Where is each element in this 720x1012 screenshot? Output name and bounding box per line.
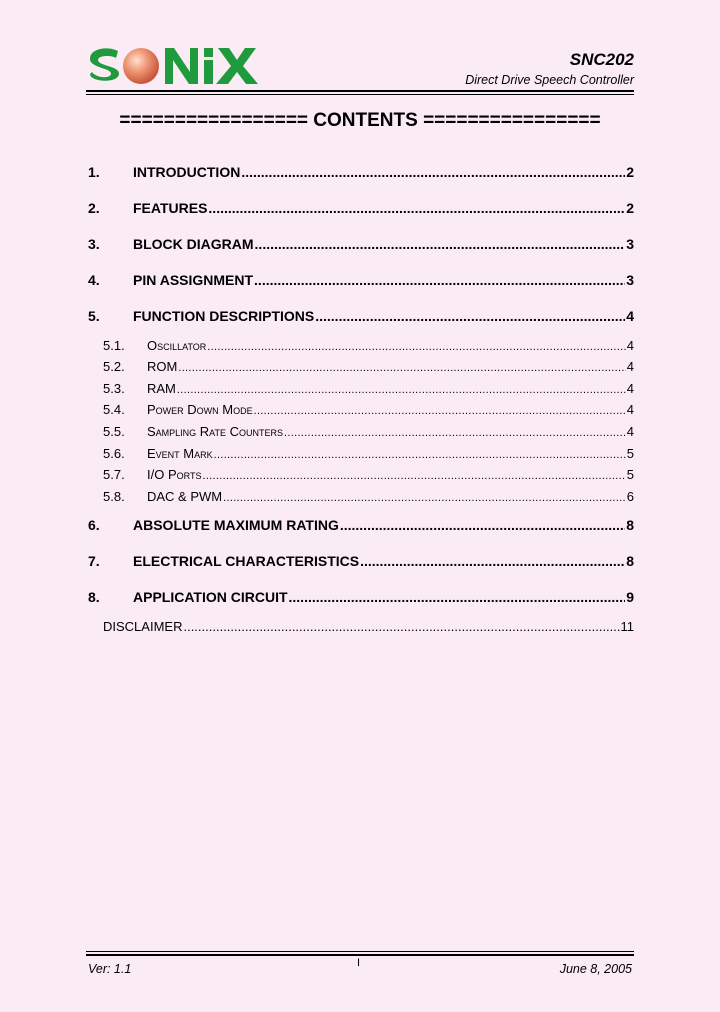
toc-entry-label: Sampling Rate Counters: [147, 424, 284, 439]
toc-entry-number: 5.6.: [103, 446, 125, 461]
header-subtitle: Direct Drive Speech Controller: [465, 73, 634, 87]
toc-dot-leader: [207, 341, 625, 353]
toc-entry[interactable]: [86, 402, 634, 417]
toc-dot-leader: [284, 427, 626, 439]
sonix-logo: [86, 44, 264, 86]
toc-entry-page: 3: [626, 272, 634, 288]
toc-entry-number: 8.: [88, 589, 100, 605]
toc-entry-label: INTRODUCTION: [133, 164, 241, 180]
toc-dot-leader: [183, 619, 619, 634]
toc-dot-leader: [202, 470, 625, 482]
toc-entry-number: 5.7.: [103, 467, 125, 482]
toc-dot-leader: [178, 362, 625, 374]
toc-entry[interactable]: [86, 236, 634, 252]
toc-entry-number: 6.: [88, 517, 100, 533]
toc-entry[interactable]: [86, 164, 634, 180]
toc-entry-label: PIN ASSIGNMENT: [133, 272, 254, 288]
toc-dot-leader: [254, 405, 626, 417]
toc-entry-number: 7.: [88, 553, 100, 569]
toc-dot-leader: [255, 236, 626, 252]
toc-entry-label: ABSOLUTE MAXIMUM RATING: [133, 517, 339, 533]
toc-entry[interactable]: [86, 589, 634, 605]
toc-entry-number: 5.2.: [103, 359, 125, 374]
toc-entry-page: 11: [620, 619, 634, 634]
toc-entry-label: FEATURES: [133, 200, 208, 216]
toc-entry-page: 4: [626, 338, 634, 353]
toc-entry-label: Power Down Mode: [147, 402, 253, 417]
toc-entry[interactable]: [86, 308, 634, 324]
header-rule: [86, 90, 634, 92]
toc-entry-page: 3: [626, 236, 634, 252]
toc-entry[interactable]: [86, 619, 634, 634]
toc-entry-label: FUNCTION DESCRIPTIONS: [133, 308, 315, 324]
toc-dot-leader: [315, 308, 625, 324]
toc-dot-leader: [177, 384, 626, 396]
toc-entry-label: DISCLAIMER: [103, 619, 183, 634]
toc-entry[interactable]: [86, 200, 634, 216]
toc-entry-label: Oscillator: [147, 338, 207, 353]
toc-entry-page: 2: [626, 200, 634, 216]
toc-entry-number: 3.: [88, 236, 100, 252]
toc-dot-leader: [214, 449, 626, 461]
footer-date: June 8, 2005: [559, 962, 632, 976]
toc-dot-leader: [223, 492, 626, 504]
toc-entry-page: 8: [626, 517, 634, 533]
contents-title: ================= CONTENTS ================: [119, 110, 601, 131]
toc-entry-number: 2.: [88, 200, 100, 216]
toc-entry-page: 5: [626, 467, 634, 482]
toc-dot-leader: [340, 517, 625, 533]
toc-entry[interactable]: [86, 553, 634, 569]
toc-entry-label: ELECTRICAL CHARACTERISTICS: [133, 553, 360, 569]
toc-entry-page: 4: [626, 424, 634, 439]
toc-entry-page: 8: [626, 553, 634, 569]
header-rule-thin: [86, 94, 634, 95]
toc-entry-label: ROM: [147, 359, 178, 374]
toc-entry[interactable]: [86, 467, 634, 482]
toc-entry-page: 4: [626, 308, 634, 324]
toc-entry-page: 5: [626, 446, 634, 461]
footer-rule-thin: [86, 951, 634, 952]
toc-dot-leader: [241, 164, 625, 180]
toc-entry-label: APPLICATION CIRCUIT: [133, 589, 288, 605]
toc-entry[interactable]: [86, 359, 634, 374]
toc-entry[interactable]: [86, 517, 634, 533]
toc-entry-page: 6: [626, 489, 634, 504]
toc-entry-number: 5.5.: [103, 424, 125, 439]
toc-dot-leader: [360, 553, 625, 569]
toc-entry-page: 4: [626, 359, 634, 374]
toc-entry-page: 4: [626, 381, 634, 396]
toc-dot-leader: [289, 589, 626, 605]
toc-entry-label: BLOCK DIAGRAM: [133, 236, 254, 252]
toc-entry[interactable]: [86, 272, 634, 288]
toc-entry-number: 4.: [88, 272, 100, 288]
toc-entry-number: 5.4.: [103, 402, 125, 417]
toc-dot-leader: [254, 272, 625, 288]
toc-entry[interactable]: [86, 338, 634, 353]
toc-entry-label: I/O Ports: [147, 467, 202, 482]
toc-entry-number: 5.3.: [103, 381, 125, 396]
toc-entry[interactable]: [86, 381, 634, 396]
toc-entry-number: 1.: [88, 164, 100, 180]
header-model: SNC202: [569, 50, 634, 69]
toc-dot-leader: [208, 200, 625, 216]
toc-entry-label: RAM: [147, 381, 176, 396]
toc-entry-number: 5.1.: [103, 338, 125, 353]
toc-entry[interactable]: [86, 446, 634, 461]
footer-page-number: I: [357, 957, 361, 969]
toc-entry[interactable]: [86, 489, 634, 504]
toc-entry-label: Event Mark: [147, 446, 213, 461]
footer-rule: [86, 954, 634, 956]
toc-entry-number: 5.: [88, 308, 100, 324]
toc-entry[interactable]: [86, 424, 634, 439]
toc-entry-number: 5.8.: [103, 489, 125, 504]
toc-entry-page: 4: [626, 402, 634, 417]
toc-entry-page: 9: [626, 589, 634, 605]
toc-entry-page: 2: [626, 164, 634, 180]
footer-version: Ver: 1.1: [88, 962, 132, 976]
toc-entry-label: DAC & PWM: [147, 489, 223, 504]
